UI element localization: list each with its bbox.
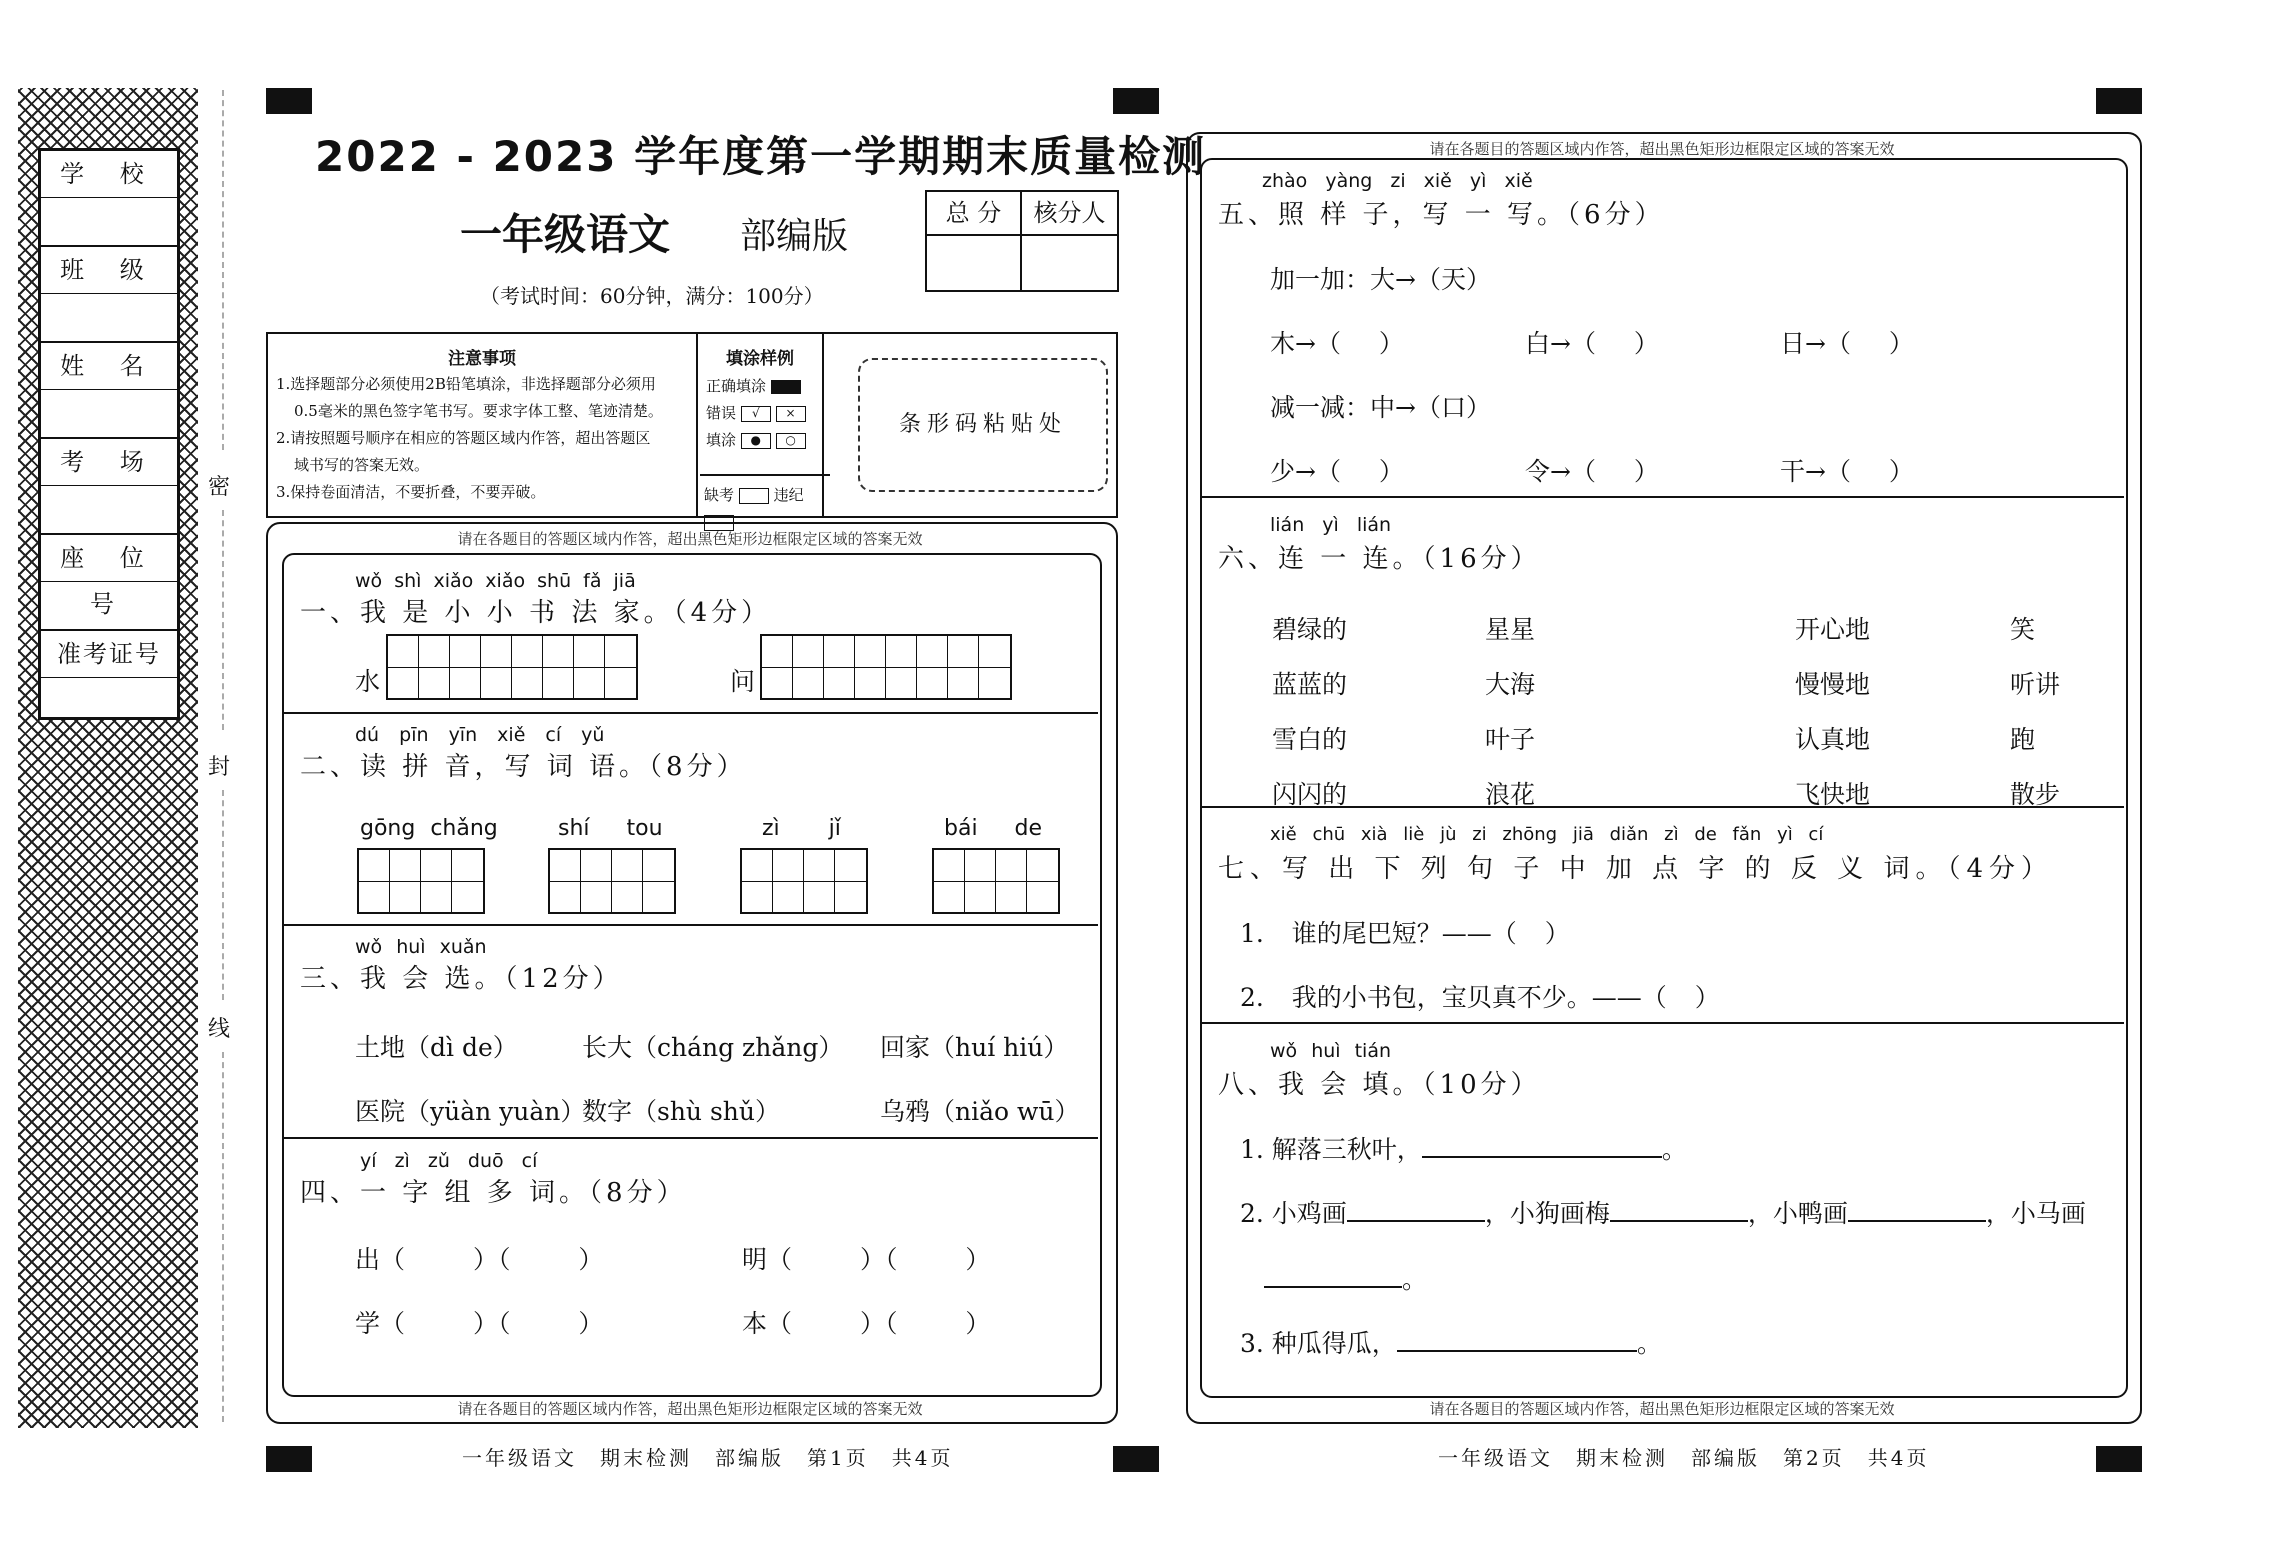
- footer-page-2: 一年级语文 期末检测 部编版 第2页 共4页: [1438, 1446, 1930, 1470]
- q5-add-1[interactable]: 木→（ ）: [1270, 329, 1404, 358]
- student-info-box: [38, 148, 180, 720]
- q8-item-2: 2. 小鸡画 ，小狗画梅 ，小鸭画 ，小马画: [1240, 1199, 2086, 1228]
- blank-line[interactable]: [1264, 1286, 1402, 1288]
- q6-title: 六、连 一 连。（16分）: [1218, 544, 1541, 574]
- seal-word-mi: 密: [208, 475, 231, 500]
- blank-line[interactable]: [1397, 1350, 1637, 1352]
- notice-instructions: [268, 334, 698, 516]
- blank-line[interactable]: [1422, 1156, 1662, 1158]
- barcode-area: 条形码粘贴处: [858, 358, 1108, 492]
- divider: [1202, 1022, 2124, 1024]
- q4-item-1[interactable]: 出（ ）（ ）: [355, 1245, 604, 1274]
- match-item[interactable]: 蓝蓝的: [1272, 670, 1348, 699]
- grader-label: 核分人: [1022, 192, 1117, 236]
- match-item[interactable]: 散步: [2010, 780, 2061, 809]
- match-item[interactable]: 笑: [2010, 615, 2036, 644]
- wrong-circle-sample: ○: [776, 433, 806, 449]
- divider: [284, 712, 1098, 714]
- q8-item-1: 1. 解落三秋叶， 。: [1240, 1135, 1687, 1164]
- q2-grid-3[interactable]: [740, 848, 868, 914]
- exam-edition: 部编版: [740, 216, 849, 257]
- seal-word-feng: 封: [208, 755, 231, 780]
- divider: [284, 1137, 1098, 1139]
- q8-item-3: 3. 种瓜得瓜， 。: [1240, 1329, 1662, 1358]
- q6-col-2: [1485, 602, 1535, 822]
- q1-title: 一、我 是 小 小 书 法 家。（4分）: [300, 598, 772, 628]
- exam-info: （考试时间：60分钟，满分：100分）: [480, 284, 824, 308]
- q7-item-2[interactable]: 2. 我的小书包，宝贝真不少。——（ ）: [1240, 983, 1720, 1012]
- match-item[interactable]: 碧绿的: [1272, 615, 1348, 644]
- match-item[interactable]: 大海: [1485, 670, 1536, 699]
- q7-pinyin: xiě chū xià liè jù zi zhōng jiā diǎn zì de fǎn yì cí: [1270, 824, 1824, 845]
- corner-marker: [266, 88, 312, 114]
- q2-title: 二、读 拼 音，写 词 语。（8分）: [300, 752, 747, 782]
- q7-title: 七、写 出 下 列 句 子 中 加 点 字 的 反 义 词。（4分）: [1218, 854, 2053, 884]
- q3-item-6[interactable]: 乌鸦（niǎo wū）: [880, 1097, 1080, 1126]
- info-seat[interactable]: 座 位 号: [41, 535, 177, 631]
- q3-pinyin: wǒ huì xuǎn: [355, 936, 487, 958]
- match-item[interactable]: 闪闪的: [1272, 780, 1348, 809]
- match-item[interactable]: 跑: [2010, 725, 2036, 754]
- notice-heading: 注意事项: [448, 349, 516, 369]
- notice-items: 1.选择题部分必须使用2B铅笔填涂，非选择题部分必须用 0.5毫米的黑色签字笔书写。要求字体工整、笔迹清楚。 2.请按照题号顺序在相应的答题区域内作答，超出答题区 域书写的答案无效。 3.保持卷面清洁，不要折叠，不要弄破。: [276, 375, 663, 501]
- match-item[interactable]: 飞快地: [1795, 780, 1871, 809]
- q6-col-4: [2010, 602, 2060, 822]
- corner-marker: [1113, 88, 1159, 114]
- match-item[interactable]: 浪花: [1485, 780, 1536, 809]
- q5-add-example: 加一加：大→（天）: [1270, 265, 1491, 294]
- score-table: [925, 190, 1119, 292]
- divider: [284, 924, 1098, 926]
- q1-writing-grid-2[interactable]: [760, 634, 1012, 700]
- notice-box: [266, 332, 1118, 518]
- q5-title: 五、照 样 子，写 一 写。（6分）: [1218, 200, 1665, 230]
- blank-line[interactable]: [1610, 1220, 1748, 1222]
- q6-col-3: [1795, 602, 1870, 822]
- correct-fill-sample: [771, 380, 801, 394]
- absent-checkbox[interactable]: [739, 488, 769, 504]
- q3-item-1[interactable]: 土地（dì de）: [355, 1033, 518, 1062]
- info-school[interactable]: 学 校: [41, 151, 177, 247]
- wrong-x-sample: ×: [776, 406, 806, 422]
- q6-pinyin: lián yì lián: [1270, 514, 1392, 536]
- info-class[interactable]: 班 级: [41, 247, 177, 343]
- corner-marker: [2096, 1446, 2142, 1472]
- info-ticket[interactable]: 准考证号: [41, 631, 177, 725]
- q1-char-2: 问: [730, 667, 756, 696]
- q5-pinyin: zhào yàng zi xiě yì xiě: [1262, 170, 1533, 192]
- blank-line[interactable]: [1347, 1220, 1485, 1222]
- answer-warning-bottom: 请在各题目的答题区域内作答，超出黑色矩形边框限定区域的答案无效: [457, 1400, 923, 1418]
- q1-pinyin: wǒ shì xiǎo xiǎo shū fǎ jiā: [355, 570, 636, 592]
- fill-sample: 填涂样例 正确填涂 错误 √ × 填涂 ● ○: [698, 334, 824, 516]
- answer-warning-top-right: 请在各题目的答题区域内作答，超出黑色矩形边框限定区域的答案无效: [1429, 140, 1895, 158]
- q4-item-2[interactable]: 明（ ）（ ）: [742, 1245, 991, 1274]
- q2-word-1: gōng chǎng: [360, 816, 498, 841]
- q8-title: 八、我 会 填。（10分）: [1218, 1070, 1541, 1100]
- exam-title: 2022 - 2023 学年度第一学期期末质量检测: [315, 132, 1207, 181]
- q5-add-3[interactable]: 日→（ ）: [1780, 329, 1914, 358]
- total-score-label: 总 分: [927, 192, 1022, 236]
- grader-field[interactable]: [1022, 236, 1117, 290]
- seal-word-xian: 线: [208, 1017, 231, 1042]
- q2-word-2: shí tou: [558, 816, 663, 841]
- seal-line-top: [222, 90, 224, 450]
- q1-char-1: 水: [355, 667, 381, 696]
- q8-pinyin: wǒ huì tián: [1270, 1040, 1392, 1062]
- match-item[interactable]: 雪白的: [1272, 725, 1348, 754]
- seal-line-mid2: [222, 790, 224, 1000]
- corner-marker: [1113, 1446, 1159, 1472]
- q2-word-4: bái de: [944, 816, 1043, 841]
- q2-pinyin: dú pīn yīn xiě cí yǔ: [355, 724, 605, 746]
- footer-page-1: 一年级语文 期末检测 部编版 第1页 共4页: [462, 1446, 954, 1470]
- q3-title: 三、我 会 选。（12分）: [300, 964, 623, 994]
- absent-violation-row: 缺考 违纪: [700, 474, 830, 542]
- divider: [1202, 496, 2124, 498]
- q5-sub-3[interactable]: 干→（ ）: [1780, 457, 1914, 486]
- total-score-field[interactable]: [927, 236, 1022, 290]
- q3-item-3[interactable]: 回家（huí hiú）: [880, 1033, 1069, 1062]
- match-item[interactable]: 认真地: [1795, 725, 1871, 754]
- seal-line-bottom: [222, 1052, 224, 1422]
- corner-marker: [2096, 88, 2142, 114]
- corner-marker: [266, 1446, 312, 1472]
- q2-word-3: zì jǐ: [762, 816, 841, 841]
- q5-sub-1[interactable]: 少→（ ）: [1270, 457, 1404, 486]
- answer-warning-bottom-right: 请在各题目的答题区域内作答，超出黑色矩形边框限定区域的答案无效: [1429, 1400, 1895, 1418]
- q2-grid-2[interactable]: [548, 848, 676, 914]
- q8-item-2-cont: 。: [1264, 1260, 1427, 1296]
- q5-sub-2[interactable]: 令→（ ）: [1525, 457, 1659, 486]
- q4-pinyin: yí zì zǔ duō cí: [360, 1150, 538, 1172]
- wrong-dot-sample: ●: [741, 433, 771, 449]
- info-room[interactable]: 考 场: [41, 439, 177, 535]
- q5-add-2[interactable]: 白→（ ）: [1525, 329, 1659, 358]
- answer-warning-top: 请在各题目的答题区域内作答，超出黑色矩形边框限定区域的答案无效: [457, 530, 923, 548]
- match-item[interactable]: 叶子: [1485, 725, 1536, 754]
- q6-col-1: [1272, 602, 1347, 822]
- match-item[interactable]: 星星: [1485, 615, 1536, 644]
- q4-item-3[interactable]: 学（ ）（ ）: [355, 1309, 604, 1338]
- info-name[interactable]: 姓 名: [41, 343, 177, 439]
- exam-subtitle: 一年级语文: [460, 210, 671, 259]
- q1-writing-grid-1[interactable]: [386, 634, 638, 700]
- q3-item-2[interactable]: 长大（cháng zhǎng）: [582, 1033, 844, 1062]
- blank-line[interactable]: [1848, 1220, 1986, 1222]
- q5-sub-example: 减一减：中→（口）: [1270, 393, 1491, 422]
- q2-grid-1[interactable]: [357, 848, 485, 914]
- q7-item-1[interactable]: 1. 谁的尾巴短？——（ ）: [1240, 919, 1570, 948]
- q3-item-5[interactable]: 数字（shù shǔ）: [582, 1097, 781, 1126]
- match-item[interactable]: 听讲: [2010, 670, 2061, 699]
- q3-item-4[interactable]: 医院（yüàn yuàn）: [355, 1097, 586, 1126]
- q4-item-4[interactable]: 本（ ）（ ）: [742, 1309, 991, 1338]
- seal-line-mid: [222, 510, 224, 730]
- match-item[interactable]: 慢慢地: [1795, 670, 1871, 699]
- match-item[interactable]: 开心地: [1795, 615, 1871, 644]
- q2-grid-4[interactable]: [932, 848, 1060, 914]
- wrong-check-sample: √: [741, 406, 771, 422]
- q4-title: 四、一 字 组 多 词。（8分）: [300, 1178, 687, 1208]
